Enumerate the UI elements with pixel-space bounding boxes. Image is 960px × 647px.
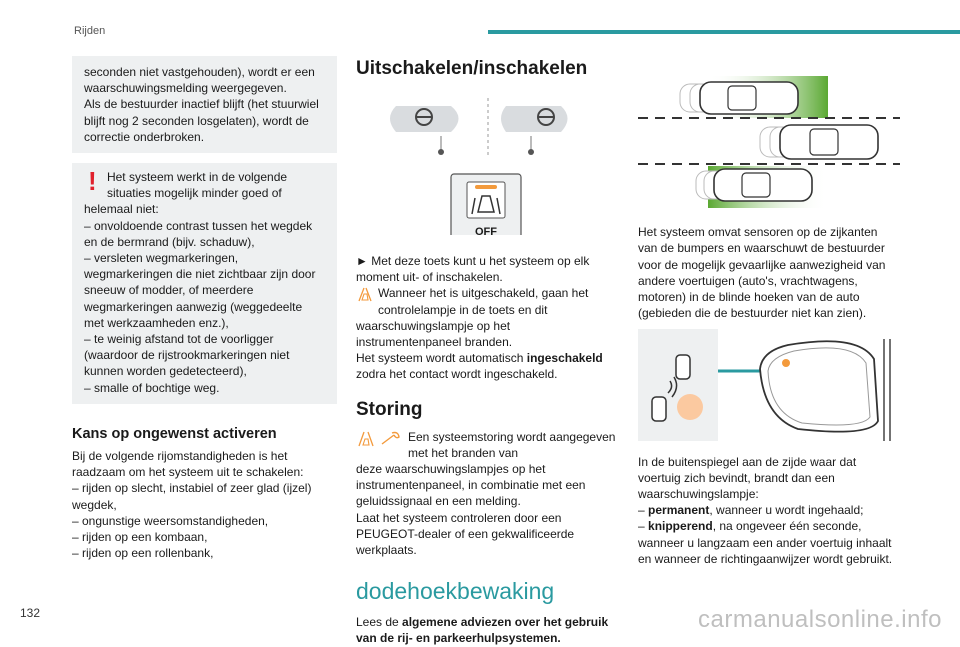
lane-warning-lamp-icon xyxy=(356,286,374,304)
off-button-label: OFF xyxy=(475,226,497,238)
fault-text-first: Een systeemstoring wordt aangegeven met het branden van xyxy=(408,429,616,460)
lamp-text-first: Wanneer het is uitgeschakeld, gaan het controlelampje in de toets en dit xyxy=(378,286,589,317)
steering-wheels-illustration xyxy=(356,90,616,235)
warning-first-text: Het systeem werkt in de volgende situaties mogelijk minder goed of xyxy=(106,170,288,201)
heading-blind-spot: dodehoekbewaking xyxy=(356,578,555,605)
heading-fault: Storing xyxy=(356,398,423,420)
warning-box xyxy=(72,163,337,404)
section-heading-unwanted: Kans op ongewenst activeren xyxy=(72,425,277,442)
column-right xyxy=(638,72,900,567)
mirror-lamp-item-permanent: – permanent, wanneer u wordt ingehaald; xyxy=(638,503,864,518)
info-note xyxy=(72,56,337,153)
mirror-warning-illustration xyxy=(638,329,900,441)
warning-icon: ! xyxy=(88,166,97,197)
fault-lamps-icon xyxy=(356,429,402,449)
column-left xyxy=(72,56,337,561)
section-header: Rijden xyxy=(74,25,106,37)
fault-text-rest: deze waarschuwingslampjes op het instrumentenpaneel, in combinatie met een geluidssignaal en een melding. Laat het systeem controleren door een PEUGEOT-dealer of een gekwalificeerde werkplaats. xyxy=(356,462,586,558)
heading-disable-enable: Uitschakelen/inschakelen xyxy=(356,58,588,79)
system-description: Het systeem omvat sensoren op de zijkanten van de bumpers en waarschuwt de bestuurder voor de mogelijk gevaarlijke aanwezigheid van andere voertuigen (auto's, vrachtwagens, motoren) in de blinde hoeken van de auto (gebieden die de bestuurder niet kan zien). xyxy=(638,225,886,321)
lamp-text-rest: waarschuwingslampje op het instrumentenpaneel branden. xyxy=(356,318,513,350)
toggle-instruction: ► Met deze toets kunt u het systeem op elk moment uit- of inschakelen. xyxy=(356,254,590,285)
unwanted-activation-text: Bij de volgende rijomstandigheden is het raadzaam om het systeem uit te schakelen: – rijden op slecht, instabiel of zeer glad (ijzel) wegdek, – ongunstige weersomstandigheden, – rijden op een kombaan, – rijden op een rollenbank, xyxy=(72,449,312,561)
warning-text: helemaal niet: – onvoldoende contrast tussen het wegdek en de bermrand (bijv. schaduw), – versleten wegmarkeringen, wegmarkeringen die niet zichtbaar zijn door sneeuw of modder, of meerdere wegmarkeringen aanwezig (weggedeelte met werkzaamheden enz.), – te weinig afstand tot de voorligger (waardoor de rijstrookmarkeringen niet kunnen worden gedetecteerd), – smalle of bochtige weg. xyxy=(84,202,316,395)
watermark: carmanualsonline.info xyxy=(698,606,942,633)
mirror-lamp-item-flashing: – knipperend, na ongeveer één seconde, wanneer u langzaam een ander voertuig inhaalt en wanneer de richtingaanwijzer wordt gebruikt. xyxy=(638,519,893,566)
advice-text: Lees de algemene adviezen over het gebruik van de rij- en parkeerhulpsystemen. xyxy=(356,615,609,646)
button-illustration xyxy=(356,90,616,238)
page-number: 132 xyxy=(20,606,41,620)
mirror-lamp-description: In de buitenspiegel aan de zijde waar dat voertuig zich bevindt, brandt dan een waarschuwingslampje: xyxy=(638,454,857,502)
column-middle xyxy=(356,58,616,647)
header-accent-bar xyxy=(488,30,960,34)
info-note-text: seconden niet vastgehouden), wordt er een waarschuwingsmelding weergegeven. Als de bestuurder inactief blijft (het stuurwiel blijft nog 2 seconden losgelaten), wordt de correctie onderbroken. xyxy=(84,65,319,144)
auto-enable-text: Het systeem wordt automatisch ingeschakeld zodra het contact wordt ingeschakeld. xyxy=(356,351,603,382)
blind-spot-zones-illustration xyxy=(638,72,900,212)
